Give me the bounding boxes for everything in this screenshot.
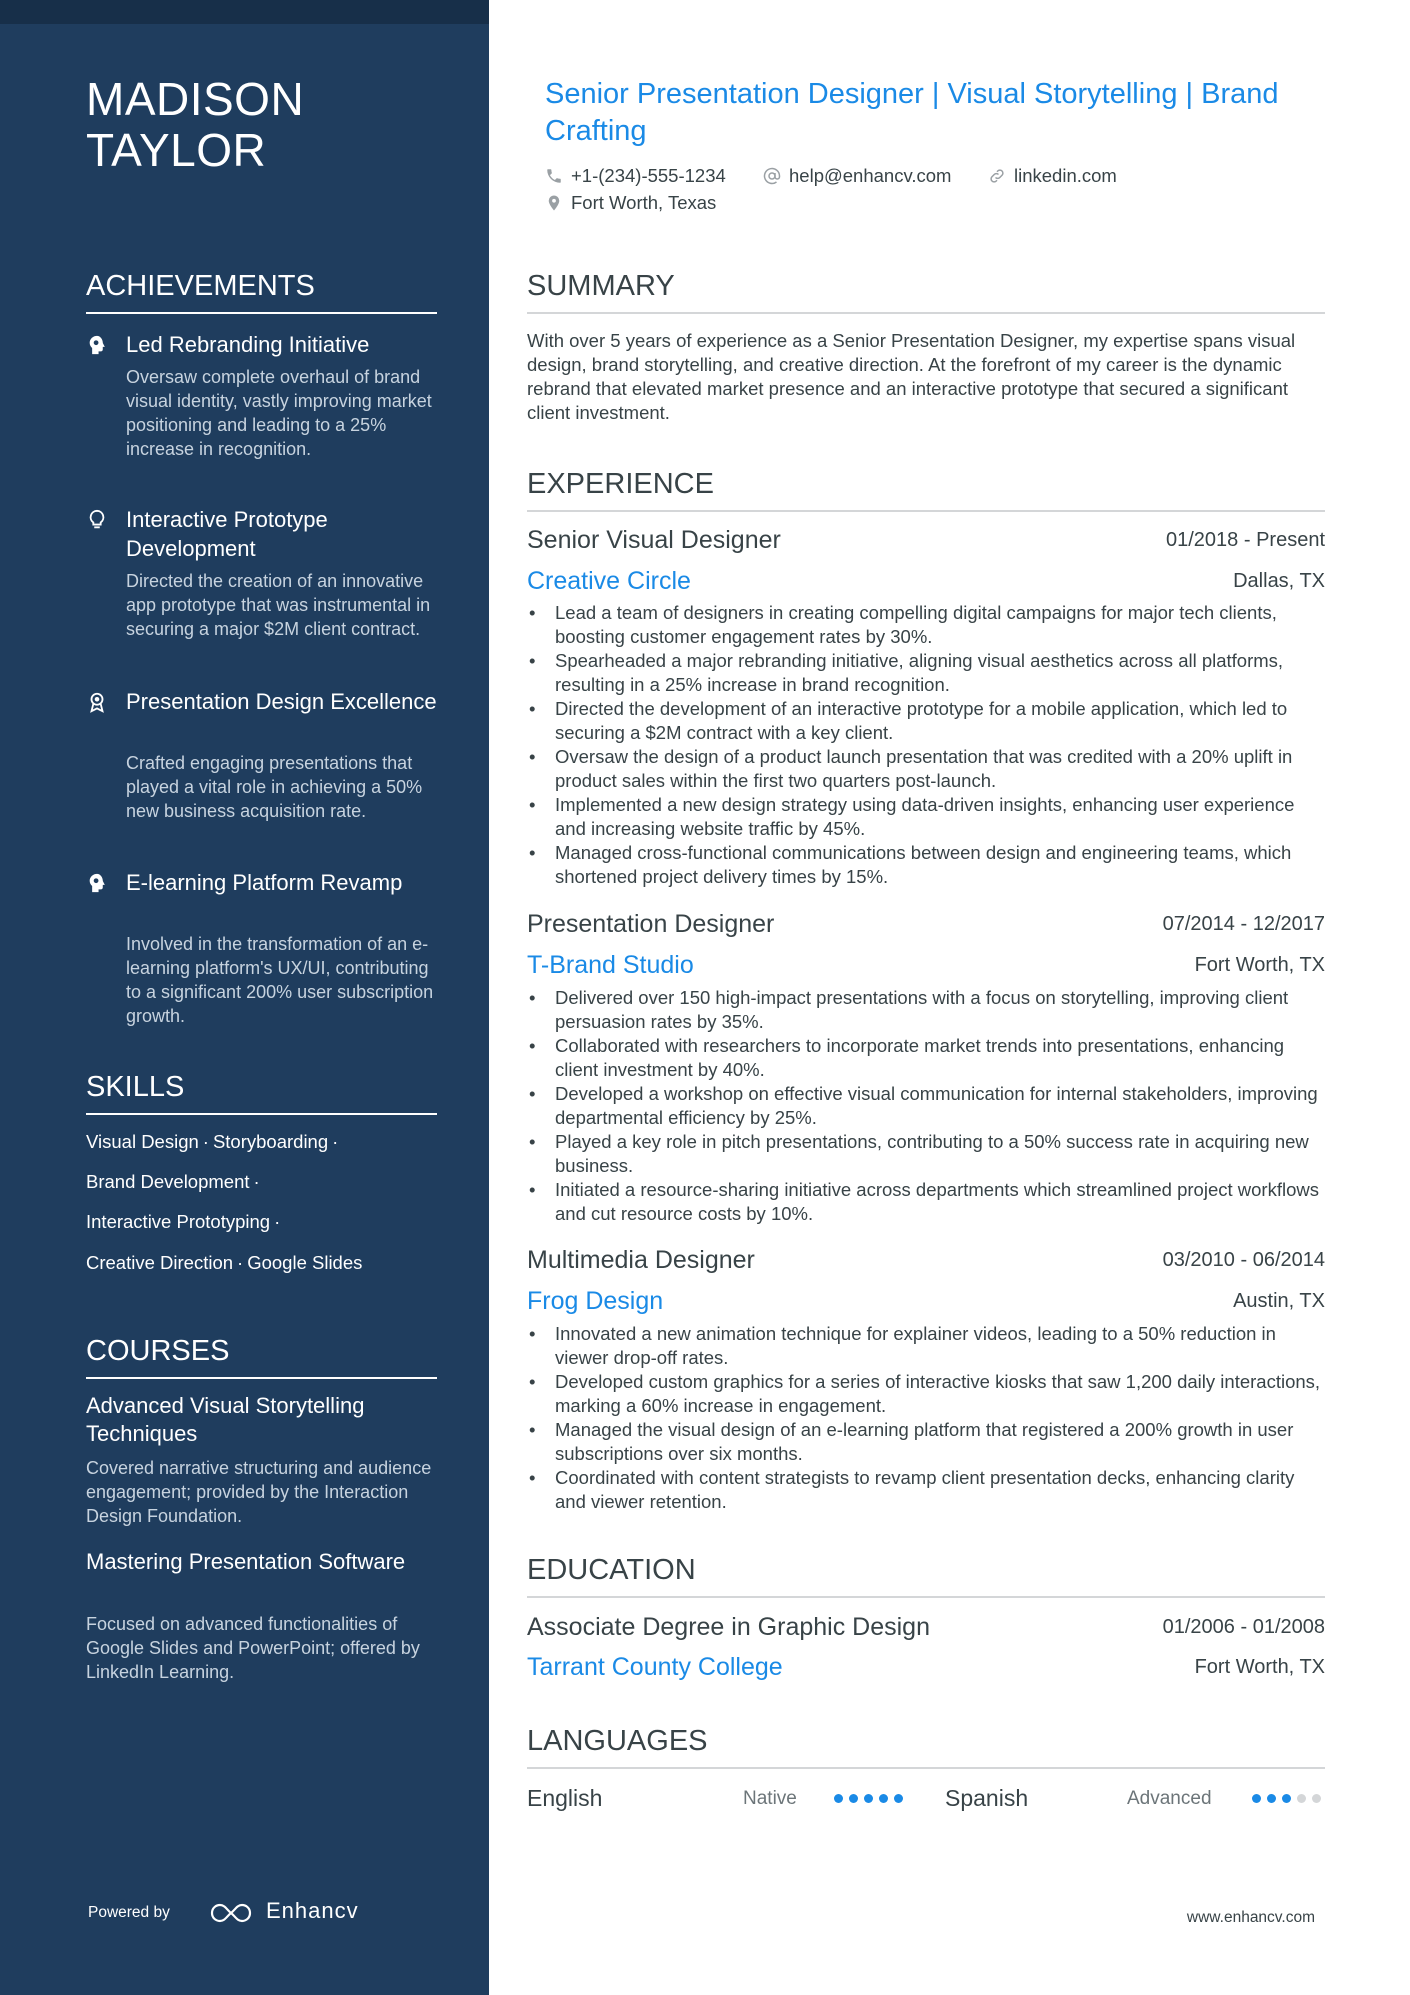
course-title: Mastering Presentation Software [86, 1549, 406, 1574]
job-bullet: • Lead a team of designers in creating compelling digital campaigns for major tech clients, boosting customer engagement rates by 30%. [527, 601, 1327, 649]
skill-item: Google Slides [247, 1252, 363, 1273]
achievement-desc: Oversaw complete overhaul of brand visual identity, vastly improving market positioning and leading to a 25% increase in recognition. [126, 367, 432, 459]
job-bullet: • Developed a workshop on effective visual communication for internal stakeholders, improving departmental efficiency by 25%. [527, 1082, 1327, 1130]
job-company: T-Brand Studio [527, 951, 694, 979]
job-bullet: • Initiated a resource-sharing initiative across departments which streamlined project workflows and cut resource costs by 10%. [527, 1178, 1327, 1226]
linkedin-text[interactable]: linkedin.com [1014, 165, 1117, 186]
achievement-title: Interactive Prototype Development [126, 507, 328, 561]
skills-line [86, 1210, 446, 1234]
education-location: Fort Worth, TX [1194, 1656, 1325, 1678]
headline: Senior Presentation Designer | Visual Storytelling | Brand Crafting [545, 78, 1279, 147]
language-level: Advanced [1127, 1788, 1212, 1809]
location-pin-icon [545, 194, 563, 212]
skill-separator: · [237, 1252, 244, 1273]
job-bullets [527, 601, 1327, 889]
job-date: 07/2014 - 12/2017 [1162, 913, 1325, 935]
job-location: Dallas, TX [1233, 570, 1325, 592]
rating-dot-empty [1312, 1794, 1321, 1803]
candidate-name: MADISON TAYLOR [86, 73, 305, 176]
contact-location [545, 191, 765, 215]
job-date: 03/2010 - 06/2014 [1162, 1249, 1325, 1271]
rating-dot-filled [894, 1794, 903, 1803]
skill-separator: · [253, 1171, 260, 1192]
job-title: Senior Visual Designer [527, 526, 781, 554]
job-bullet: • Delivered over 150 high-impact presentations with a focus on storytelling, improving client persuasion rates by 35%. [527, 986, 1327, 1034]
job-bullet: • Played a key role in pitch presentations, contributing to a 50% success rate in acquiring new business. [527, 1130, 1327, 1178]
job-bullet: • Oversaw the design of a product launch presentation that was credited with a 20% uplift in product sales within the first two quarters post-launch. [527, 745, 1327, 793]
lightbulb-icon [86, 509, 108, 531]
language-level: Native [743, 1788, 797, 1809]
rating-dot-filled [834, 1794, 843, 1803]
job-bullet: • Managed the visual design of an e-learning platform that registered a 200% growth in user subscriptions over six months. [527, 1418, 1327, 1466]
enhancv-brand: Enhancv [266, 1898, 359, 1923]
course-desc: Focused on advanced functionalities of Google Slides and PowerPoint; offered by LinkedIn Learning. [86, 1614, 420, 1682]
skills-line [86, 1170, 446, 1194]
job-title: Presentation Designer [527, 910, 775, 938]
job-bullet: • Directed the development of an interactive prototype for a mobile application, which led to securing a $2M contract with a key client. [527, 697, 1327, 745]
enhancv-logo-icon [208, 1900, 254, 1926]
summary-title: SUMMARY [527, 268, 1325, 314]
job-bullet: • Spearheaded a major rebranding initiative, aligning visual aesthetics across all platforms, resulting in a 25% increase in brand recognition. [527, 649, 1327, 697]
head-icon [86, 872, 108, 894]
job-bullet: • Coordinated with content strategists to revamp client presentation decks, enhancing clarity and viewer retention. [527, 1466, 1327, 1514]
achievement-desc: Crafted engaging presentations that played a vital role in achieving a 50% new business acquisition rate. [126, 753, 423, 821]
job-company: Frog Design [527, 1287, 664, 1315]
language-rating [834, 1794, 903, 1803]
job-bullet: • Innovated a new animation technique for explainer videos, leading to a 50% reduction in viewer drop-off rates. [527, 1322, 1327, 1370]
powered-by-label: Powered by [88, 1904, 170, 1921]
achievement-desc: Directed the creation of an innovative app prototype that was instrumental in securing a major $2M client contract. [126, 571, 431, 639]
achievement-title: E-learning Platform Revamp [126, 870, 403, 895]
job-bullet: • Collaborated with researchers to incorporate market trends into presentations, enhancing client investment by 40%. [527, 1034, 1327, 1082]
achievement-title: Led Rebranding Initiative [126, 332, 370, 357]
courses-title: COURSES [86, 1333, 437, 1379]
rating-dot-filled [849, 1794, 858, 1803]
summary-text: With over 5 years of experience as a Senior Presentation Designer, my expertise spans visual design, brand storytelling, and creative direction. At the forefront of my career is the dynamic rebrand that elevated market presence and an interactive prototype that secured a significant client investment. [527, 330, 1296, 423]
contact-linkedin[interactable] [988, 164, 1148, 188]
rating-dot-filled [1282, 1794, 1291, 1803]
education-school: Tarrant County College [527, 1653, 783, 1681]
skills-line [86, 1130, 446, 1154]
rating-dot-filled [864, 1794, 873, 1803]
skill-item: Visual Design [86, 1131, 199, 1152]
skill-item: Brand Development [86, 1171, 250, 1192]
phone-icon [545, 167, 563, 185]
head-icon [86, 334, 108, 356]
job-location: Fort Worth, TX [1194, 954, 1325, 976]
achievement-title: Presentation Design Excellence [126, 689, 437, 714]
rating-dot-filled [879, 1794, 888, 1803]
job-location: Austin, TX [1233, 1290, 1325, 1312]
sidebar-top-bar [0, 0, 489, 24]
course-desc: Covered narrative structuring and audience engagement; provided by the Interaction Design Foundation. [86, 1458, 432, 1526]
job-bullets [527, 1322, 1327, 1514]
languages-title: LANGUAGES [527, 1723, 1325, 1769]
job-company: Creative Circle [527, 567, 691, 595]
language-rating [1252, 1794, 1321, 1803]
skill-item: Storyboarding [212, 1131, 329, 1152]
job-bullet: • Implemented a new design strategy using data-driven insights, enhancing user experience and increasing website traffic by 45%. [527, 793, 1327, 841]
achievement-desc: Involved in the transformation of an e-learning platform's UX/UI, contributing to a significant 200% user subscription growth. [126, 934, 434, 1026]
job-date: 01/2018 - Present [1166, 529, 1325, 551]
rating-dot-filled [1252, 1794, 1261, 1803]
education-title: EDUCATION [527, 1552, 1325, 1598]
job-title: Multimedia Designer [527, 1246, 755, 1274]
skill-separator: · [202, 1131, 209, 1152]
education-degree: Associate Degree in Graphic Design [527, 1613, 930, 1641]
job-bullet: • Managed cross-functional communications between design and engineering teams, which shortened project delivery times by 15%. [527, 841, 1327, 889]
skill-separator: · [274, 1211, 281, 1232]
skill-item: Creative Direction [86, 1252, 234, 1273]
award-icon [86, 691, 108, 713]
achievements-title: ACHIEVEMENTS [86, 268, 437, 314]
website-footer: www.enhancv.com [1186, 1909, 1315, 1926]
rating-dot-filled [1267, 1794, 1276, 1803]
contact-phone [545, 164, 765, 188]
experience-title: EXPERIENCE [527, 466, 1325, 512]
location-text: Fort Worth, Texas [571, 192, 717, 213]
email-text[interactable]: help@enhancv.com [789, 165, 952, 186]
sidebar [0, 0, 489, 1995]
education-date: 01/2006 - 01/2008 [1162, 1616, 1325, 1638]
job-bullets [527, 986, 1327, 1226]
at-sign-icon [763, 167, 781, 185]
language-name: English [527, 1785, 603, 1811]
link-icon [988, 167, 1006, 185]
skill-separator: · [332, 1131, 339, 1152]
contact-email[interactable] [763, 164, 973, 188]
language-name: Spanish [945, 1785, 1029, 1811]
course-title: Advanced Visual Storytelling Techniques [86, 1393, 365, 1446]
skill-item: Interactive Prototyping [86, 1211, 271, 1232]
job-bullet: • Developed custom graphics for a series of interactive kiosks that saw 1,200 daily interactions, marking a 60% increase in engagement. [527, 1370, 1327, 1418]
skills-line [86, 1251, 446, 1275]
rating-dot-empty [1297, 1794, 1306, 1803]
phone-text: +1-(234)-555-1234 [571, 165, 726, 186]
skills-title: SKILLS [86, 1069, 437, 1115]
